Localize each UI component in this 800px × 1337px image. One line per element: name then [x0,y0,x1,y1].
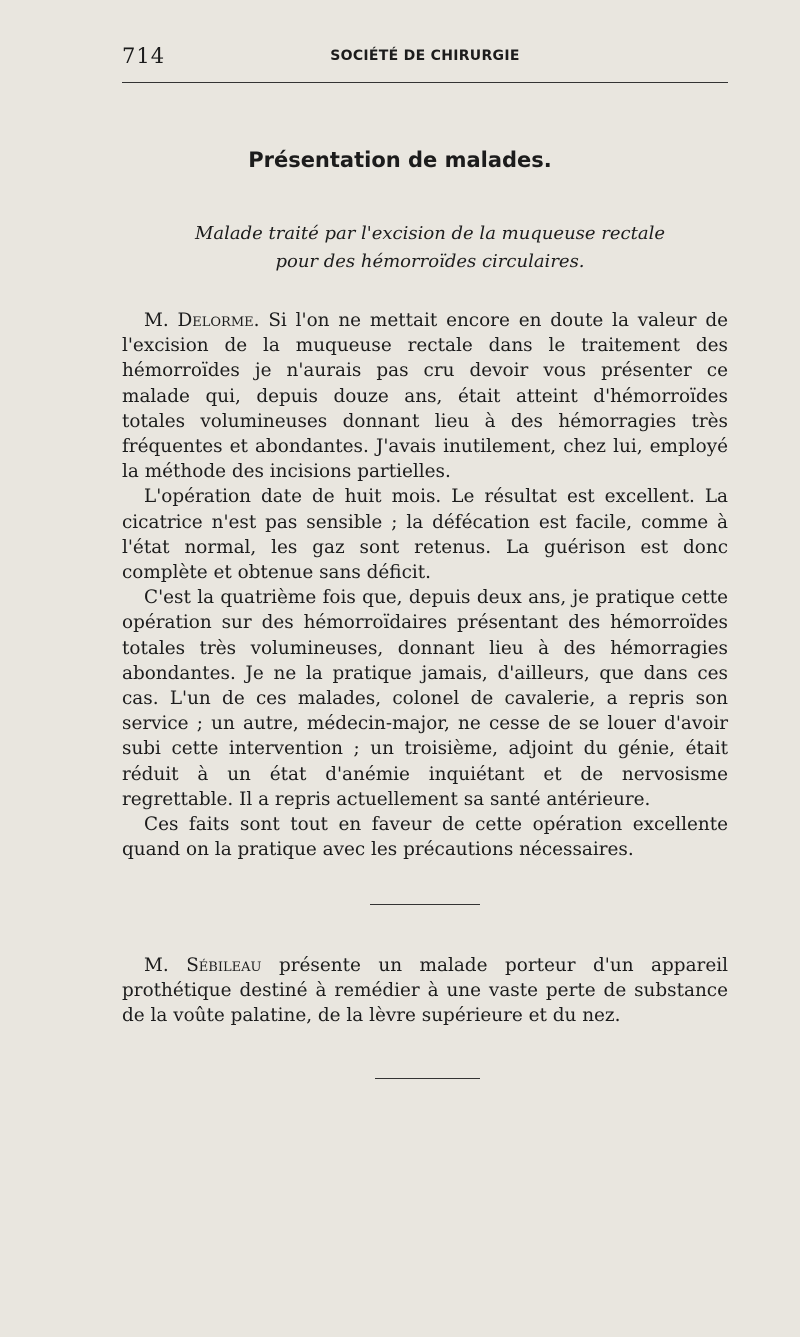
paragraph [122,953,728,1029]
paragraph-text: présente un malade porteur d'un appareil prothétique destiné à remédier à une vaste perte de substance de la voûte palatine, de la lèvre supérieure et du nez. [122,955,728,1027]
section-divider [370,904,480,905]
subtitle-line-1: Malade traité par l'excision de la muqueuse rectale [194,223,665,244]
section-divider [375,1078,480,1079]
subtitle-line-2: pour des hémorroïdes circulaires. [275,251,585,272]
speaker-name: M. Sébileau [144,955,262,976]
page-header [122,44,728,74]
case-delorme [122,308,728,862]
paragraph-text: Si l'on ne mettait encore en doute la valeur de l'excision de la muqueuse rectale dans le traitement des hémorroïdes je n'aurais pas cru devoir vous présenter ce malade qui, depuis douze ans, était atteint d'hémorroïdes totales volumineuses donnant lieu à des hémorragies très fréquentes et abondantes. J'avais inutilement, chez lui, employé la méthode des incisions partielles. [122,310,728,483]
paragraph [122,308,728,484]
speaker-name: M. Delorme. [144,310,260,331]
section-subtitle [150,220,710,276]
running-title: SOCIÉTÉ DE CHIRURGIE [330,48,520,64]
case-sebileau [122,953,728,1029]
page-number: 714 [122,44,166,68]
paragraph: Ces faits sont tout en faveur de cette opération excellente quand on la pratique avec les précautions nécessaires. [122,814,728,861]
paragraph: C'est la quatrième fois que, depuis deux ans, je pratique cette opération sur des hémorroïdaires présentant des hémorroïdes totales très volumineuses, donnant lieu à des hémorragies abondantes. Je ne la pratique jamais, d'ailleurs, que dans ces cas. L'un de ces malades, colonel de cavalerie, a repris son service ; un autre, médecin-major, ne cesse de se louer d'avoir subi cette intervention ; un troisième, adjoint du génie, était réduit à un état d'anémie inquiétant et de nervosisme regrettable. Il a repris actuellement sa santé antérieure. [122,587,728,810]
header-rule [122,82,728,83]
section-title: Présentation de malades. [248,148,552,172]
paragraph: L'opération date de huit mois. Le résultat est excellent. La cicatrice n'est pas sensible ; la défécation est facile, comme à l'état normal, les gaz sont retenus. La guérison est donc complète et obtenue sans déficit. [122,486,728,584]
